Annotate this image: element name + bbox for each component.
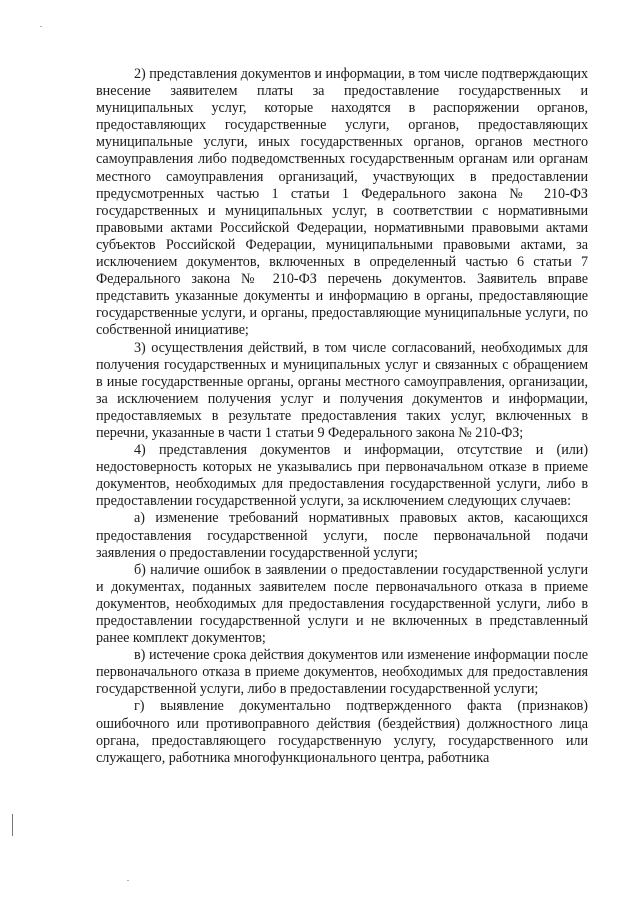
scan-speck <box>40 26 42 27</box>
subparagraph-a: а) изменение требований нормативных правовых актов, касающихся предоставления государственной услуги, после первоначальной подачи заявления о предоставлении государственной услуги; <box>96 510 588 561</box>
subparagraph-v: в) истечение срока действия документов или изменение информации после первоначального отказа в приеме документов, необходимых для предоставления государственной услуги, либо в предоставлении государственной услуги; <box>96 647 588 698</box>
scan-margin-mark <box>12 814 13 836</box>
paragraph-item-4: 4) представления документов и информации, отсутствие и (или) недостоверность которых не указывались при первоначальном отказе в приеме документов, необходимых для предоставления государственной услуги, либо в предоставлении государственной услуги, за исключением следующих случаев: <box>96 442 588 510</box>
document-body <box>96 66 588 767</box>
scan-speck <box>127 880 129 881</box>
subparagraph-b: б) наличие ошибок в заявлении о предоставлении государственной услуги и документах, поданных заявителем после первоначального отказа в приеме документов, необходимых для предоставления государственной услуги, либо в предоставлении государственной услуги и не включенных в представленный ранее комплект документов; <box>96 561 588 647</box>
paragraph-item-2: 2) представления документов и информации, в том числе подтверждающих внесение заявителем платы за предоставление государственных и муниципальных услуг, которые находятся в распоряжении органов, предоставляющих государственные услуги, органов, предоставляющих муниципальные услуги, иных государственных органов, органов местного самоуправления либо подведомственных государственным органам или органам местного самоуправления организаций, участвующих в предоставлении предусмотренных частью 1 статьи 1 Федерального закона № 210-ФЗ государственных и муниципальных услуг, в соответствии с нормативными правовыми актами Российской Федерации, нормативными правовыми актами субъектов Российской Федерации, муниципальными правовыми актами, за исключением документов, включенных в определенный частью 6 статьи 7 Федерального закона № 210-ФЗ перечень документов. Заявитель вправе представить указанные документы и информацию в органы, предоставляющие государственные услуги, и органы, предоставляющие муниципальные услуги, по собственной инициативе; <box>96 66 588 339</box>
paragraph-item-3: 3) осуществления действий, в том числе согласований, необходимых для получения государственных и муниципальных услуг и связанных с обращением в иные государственные органы, органы местного самоуправления, организации, за исключением получения услуг и получения документов и информации, предоставляемых в результате предоставления таких услуг, включенных в перечни, указанные в части 1 статьи 9 Федерального закона № 210-ФЗ; <box>96 339 588 441</box>
subparagraph-g: г) выявление документально подтвержденного факта (признаков) ошибочного или противоправного действия (бездействия) должностного лица органа, предоставляющего государственную услугу, государственного или служащего, работника многофункционального центра, работника <box>96 698 588 766</box>
